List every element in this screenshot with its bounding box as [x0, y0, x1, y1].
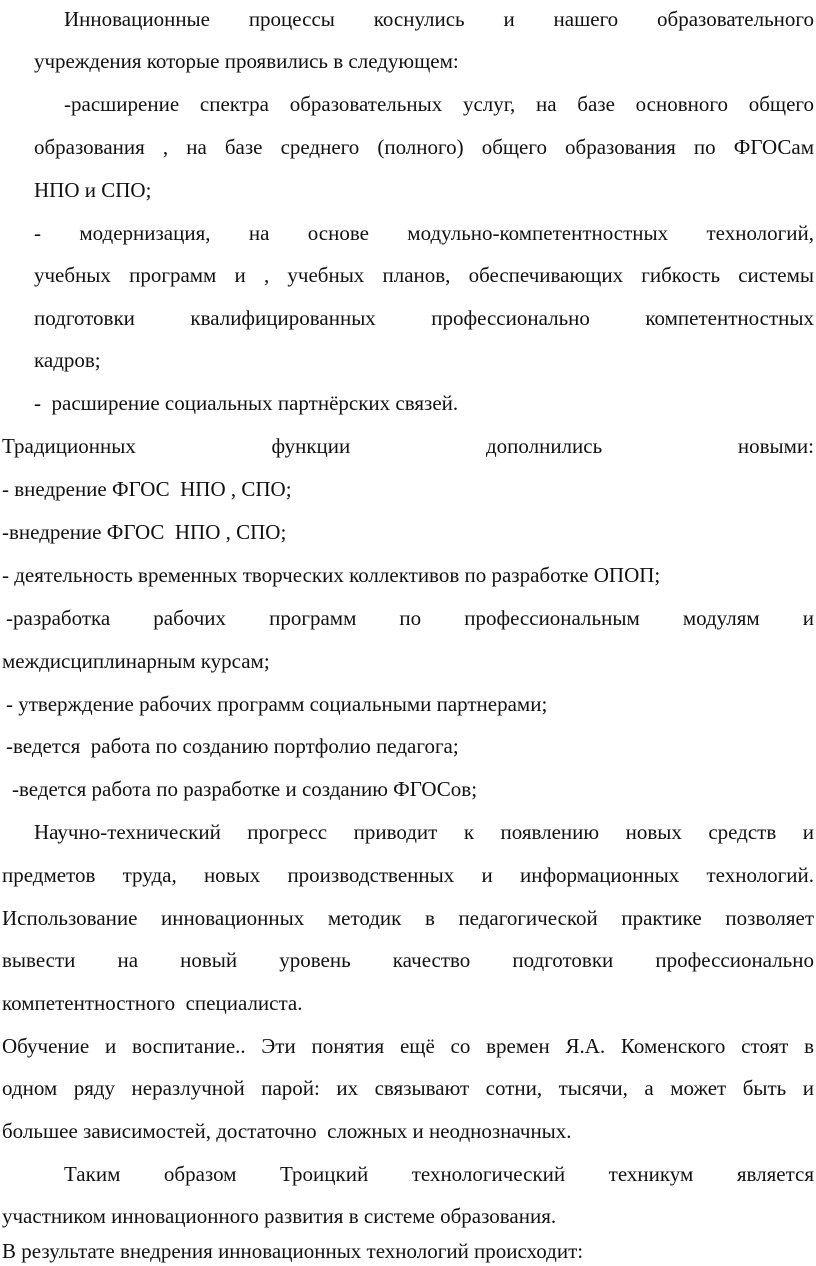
- text-line-05: НПО и СПО;: [34, 178, 152, 202]
- text-line-12: - внедрение ФГОС НПО , СПО;: [2, 477, 292, 501]
- text-line-04: образования , на базе среднего (полного) общего образования по ФГОСам: [34, 135, 814, 159]
- text-line-19: -ведется работа по разработке и созданию ФГОСов;: [12, 777, 478, 801]
- text-line-24: компетентностного специалиста.: [2, 991, 303, 1015]
- text-line-10: - расширение социальных партнёрских связей.: [34, 391, 459, 415]
- text-line-16: междисциплинарным курсам;: [2, 649, 270, 673]
- text-line-15: -разработка рабочих программ по профессиональным модулям и: [6, 606, 814, 630]
- text-line-11: Традиционных функции дополнились новыми:: [2, 434, 814, 458]
- text-line-21: предметов труда, новых производственных и информационных технологий.: [2, 863, 814, 887]
- text-line-14: - деятельность временных творческих коллективов по разработке ОПОП;: [2, 563, 661, 587]
- text-line-30: В результате внедрения инновационных технологий происходит:: [2, 1239, 584, 1263]
- text-line-07: учебных программ и , учебных планов, обеспечивающих гибкость системы: [34, 263, 814, 287]
- text-line-22: Использование инновационных методик в педагогической практике позволяет: [2, 906, 814, 930]
- text-line-09: кадров;: [34, 348, 101, 372]
- text-line-17: - утверждение рабочих программ социальными партнерами;: [6, 692, 548, 716]
- text-line-26: одном ряду неразлучной парой: их связывают сотни, тысячи, а может быть и: [2, 1076, 814, 1100]
- text-line-29: участником инновационного развития в системе образования.: [2, 1204, 557, 1228]
- text-line-13: -внедрение ФГОС НПО , СПО;: [2, 520, 287, 544]
- text-line-01: Инновационные процессы коснулись и нашего образовательного: [64, 7, 814, 31]
- text-line-02: учреждения которые проявились в следующем:: [34, 49, 459, 73]
- text-line-08: подготовки квалифицированных профессионально компетентностных: [34, 306, 814, 330]
- text-line-18: -ведется работа по созданию портфолио педагога;: [6, 734, 459, 758]
- text-line-20: Научно-технический прогресс приводит к появлению новых средств и: [34, 820, 814, 844]
- text-line-28: Таким образом Троицкий технологический техникум является: [64, 1162, 814, 1186]
- text-line-03: -расширение спектра образовательных услуг, на базе основного общего: [64, 92, 814, 116]
- text-line-25: Обучение и воспитание.. Эти понятия ещё со времен Я.А. Коменского стоят в: [2, 1034, 814, 1058]
- text-line-23: вывести на новый уровень качество подготовки профессионально: [2, 948, 814, 972]
- text-line-27: большее зависимостей, достаточно сложных и неоднозначных.: [2, 1119, 572, 1143]
- text-line-06: - модернизация, на основе модульно-компетентностных технологий,: [34, 221, 814, 245]
